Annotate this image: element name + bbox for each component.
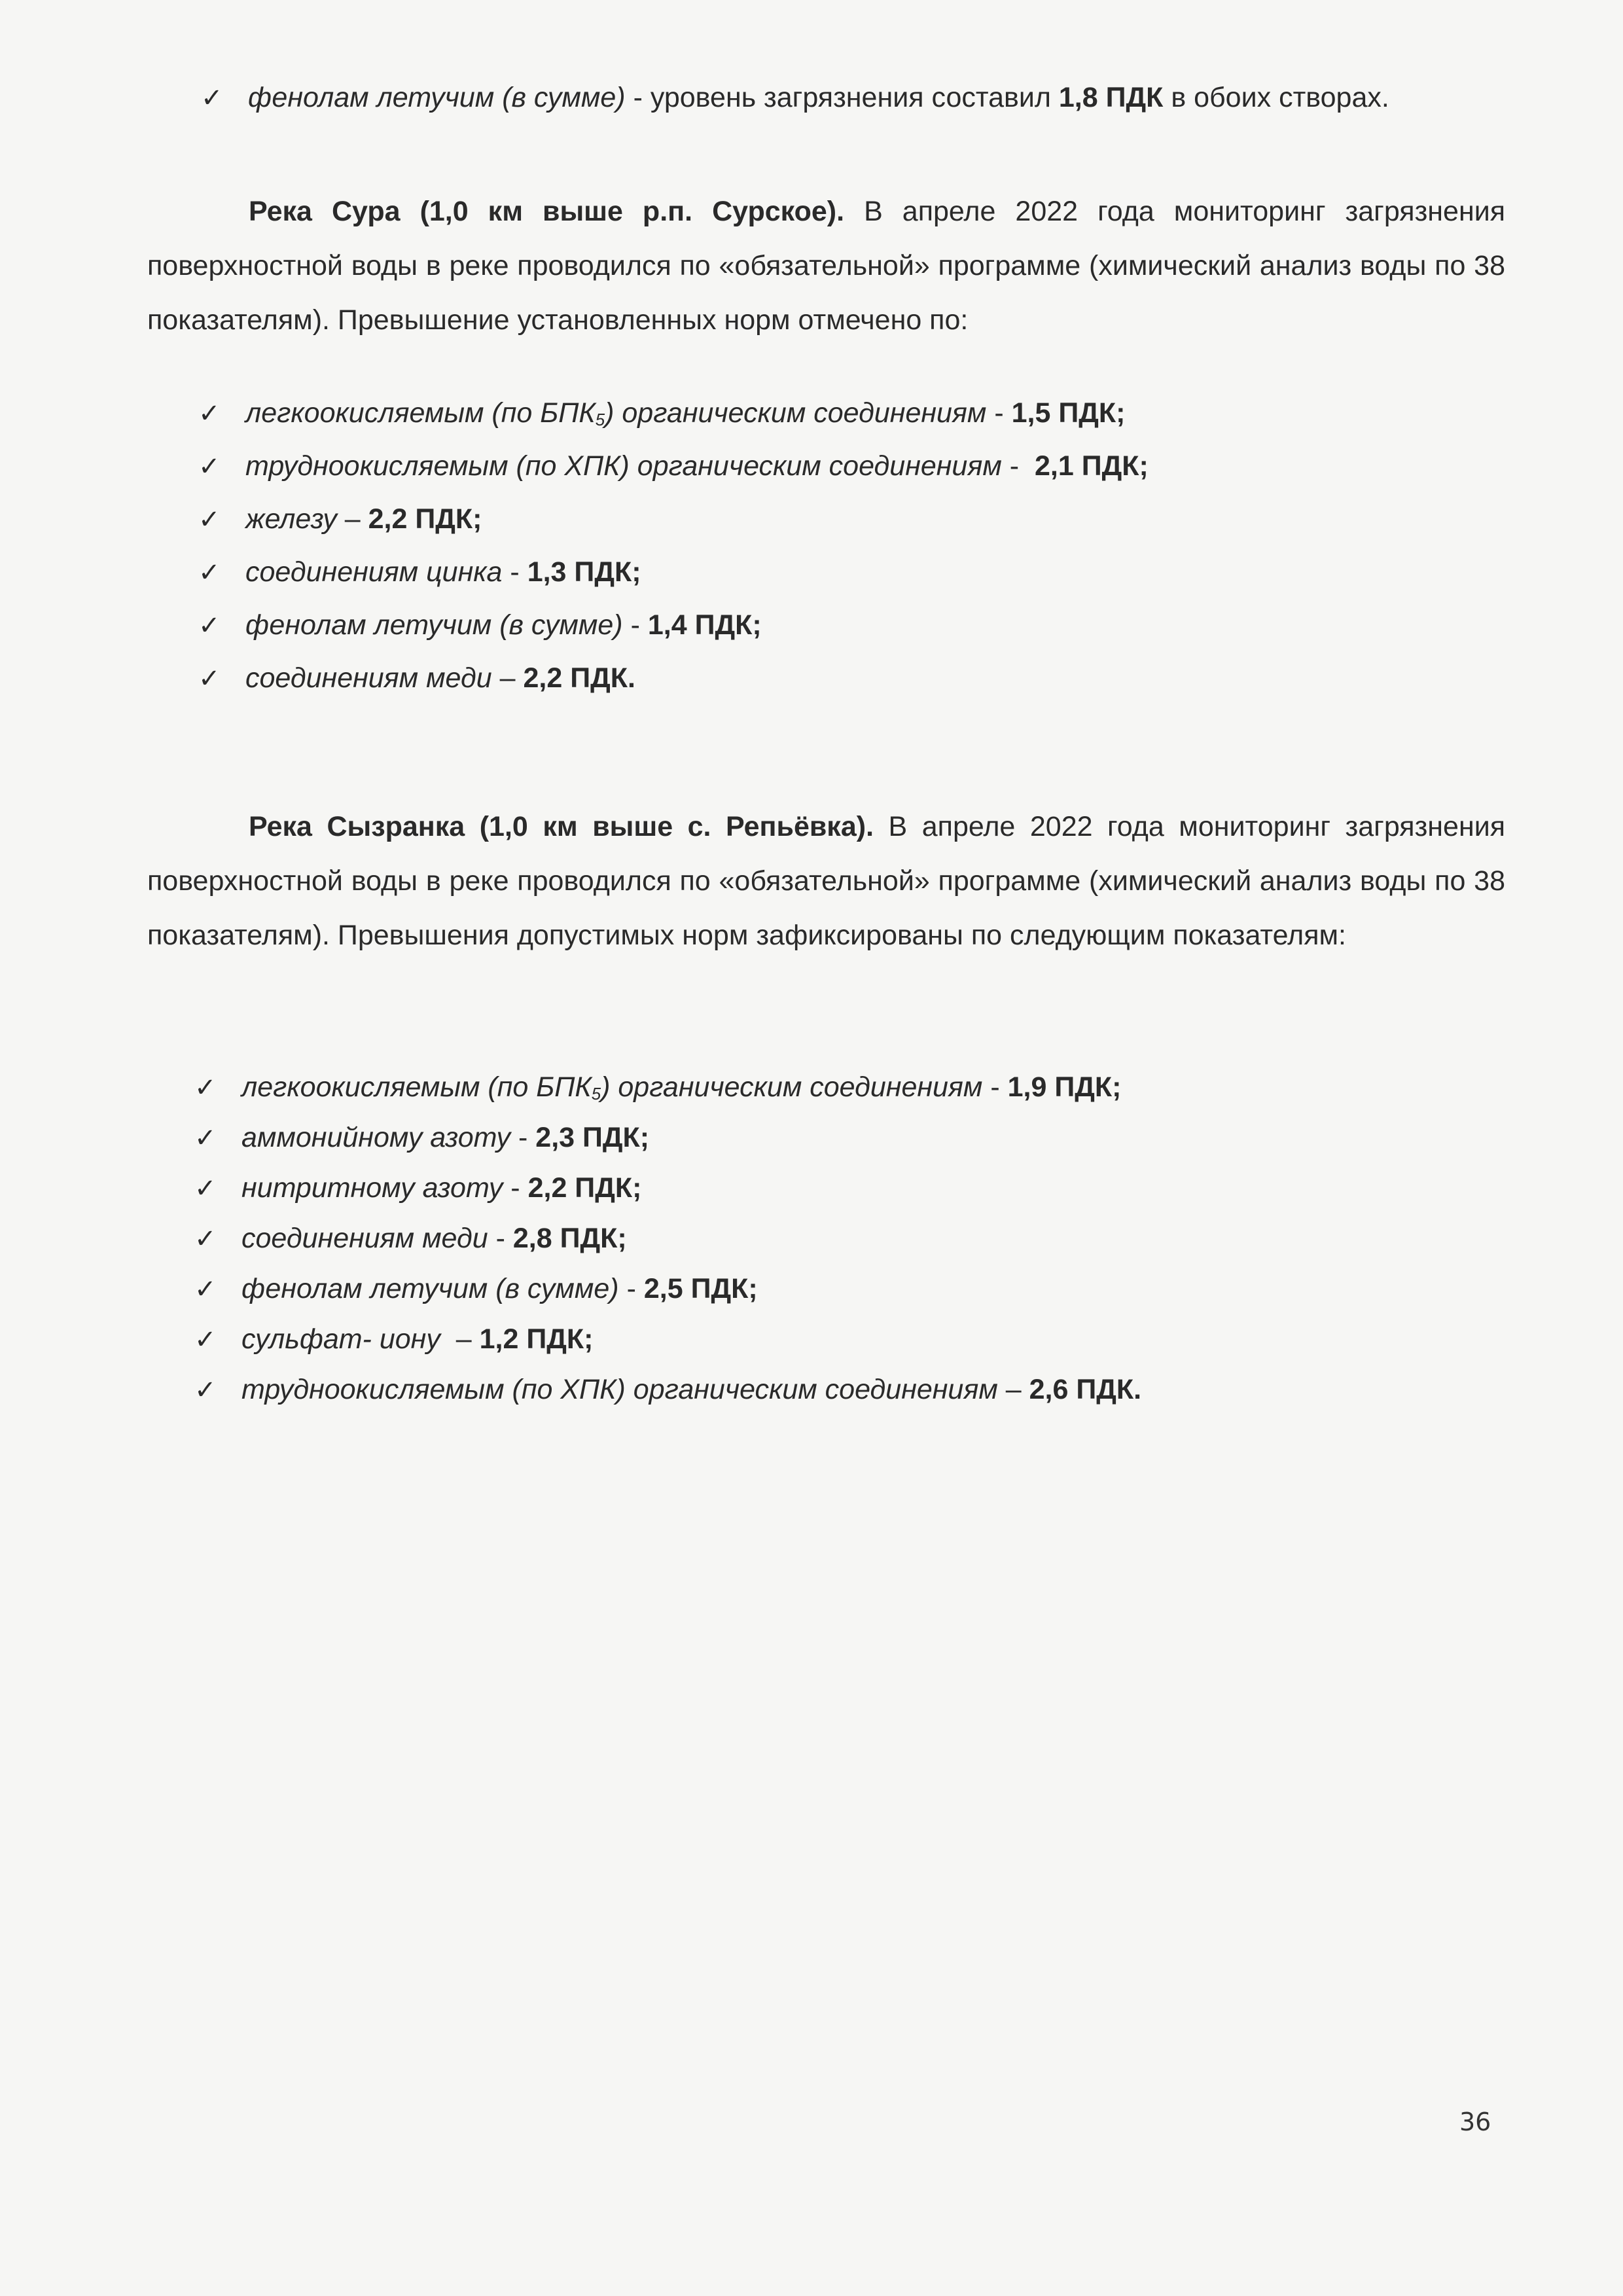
syzranka-heading: Река Сызранка (1,0 км выше с. Репьёвка). — [249, 811, 874, 842]
indicator-label: легкоокисляемым (по $БПК_5$) органическим соединениям — [245, 397, 987, 430]
bullet-tail: в обоих створах. — [1163, 82, 1389, 113]
indicator-label: фенолам летучим (в сумме) — [241, 1273, 619, 1304]
separator: - — [488, 1223, 513, 1254]
separator: - — [982, 1071, 1008, 1103]
indicator-label: трудноокисляемым (по ХПК) органическим соединениям — [245, 450, 1002, 482]
bullet-text: - уровень загрязнения составил — [625, 82, 1059, 113]
checkmark-icon: ✓ — [198, 664, 221, 693]
list-item — [198, 558, 641, 586]
separator: – — [491, 662, 524, 694]
bullet-italic-text: фенолам летучим (в сумме) — [248, 82, 626, 113]
phenol-summary-bullet — [201, 84, 1389, 112]
indicator-value: 2,8 ПДК; — [512, 1223, 627, 1254]
checkmark-icon: ✓ — [194, 1073, 217, 1102]
list-item — [198, 452, 1149, 480]
indicator-value: 2,1 ПДК; — [1034, 450, 1149, 482]
indicator-value: 2,5 ПДК; — [643, 1273, 758, 1304]
indicator-value: 2,6 ПДК. — [1029, 1374, 1142, 1405]
sura-text: В апреле 2022 года мониторинг загрязнения поверхностной воды в реке проводился по «обязательной» программе (химический анализ воды по 38 показателям). Превышение установленных норм отмечено по: — [147, 196, 1505, 336]
separator: - — [502, 556, 527, 588]
checkmark-icon: ✓ — [198, 558, 221, 587]
indicator-value: 1,4 ПДК; — [647, 609, 762, 641]
sura-paragraph — [147, 185, 1505, 348]
subscript: 5 — [595, 411, 605, 430]
indicator-label: легкоокисляемым (по $БПК_5$) органическим соединениям — [241, 1071, 983, 1104]
checkmark-icon: ✓ — [198, 611, 221, 640]
separator: - — [618, 1273, 644, 1304]
list-item — [198, 611, 762, 639]
indicator-label: соединениям меди — [245, 662, 492, 694]
checkmark-icon: ✓ — [194, 1174, 217, 1203]
bullet-value: 1,8 ПДК — [1058, 82, 1164, 113]
separator: – — [336, 503, 368, 535]
checkmark-icon: ✓ — [194, 1275, 217, 1304]
checkmark-icon: ✓ — [194, 1376, 217, 1405]
indicator-value: 1,5 ПДК; — [1011, 397, 1126, 429]
list-item — [198, 399, 1125, 429]
separator: - — [986, 397, 1012, 429]
list-item — [194, 1376, 1141, 1404]
separator: – — [997, 1374, 1029, 1405]
indicator-value: 1,3 ПДК; — [527, 556, 641, 588]
list-item — [194, 1124, 649, 1152]
checkmark-icon: ✓ — [194, 1325, 217, 1354]
indicator-label: фенолам летучим (в сумме) — [245, 609, 623, 641]
page-number: 36 — [1459, 2108, 1491, 2136]
indicator-value: 1,2 ПДК; — [479, 1323, 594, 1355]
indicator-value: 2,2 ПДК; — [527, 1172, 642, 1204]
checkmark-icon: ✓ — [194, 1124, 217, 1153]
list-item — [198, 664, 635, 692]
separator: - — [510, 1122, 536, 1153]
indicator-label: железу — [245, 503, 337, 535]
checkmark-icon: ✓ — [201, 84, 223, 113]
indicator-value: 1,9 ПДК; — [1007, 1071, 1122, 1103]
checkmark-icon: ✓ — [198, 399, 221, 428]
sura-heading: Река Сура (1,0 км выше р.п. Сурское). — [249, 196, 845, 227]
subscript: 5 — [591, 1085, 601, 1104]
list-item — [194, 1325, 593, 1354]
indicator-label: соединениям цинка — [245, 556, 503, 588]
separator: - — [622, 609, 648, 641]
indicator-value: 2,2 ПДК; — [368, 503, 482, 535]
list-item — [198, 505, 482, 533]
checkmark-icon: ✓ — [198, 452, 221, 481]
indicator-label: соединениям меди — [241, 1223, 488, 1254]
list-item — [194, 1275, 758, 1303]
indicator-label: трудноокисляемым (по ХПК) органическим соединениям — [241, 1374, 998, 1405]
checkmark-icon: ✓ — [198, 505, 221, 534]
indicator-value: 2,2 ПДК. — [523, 662, 635, 694]
indicator-value: 2,3 ПДК; — [535, 1122, 650, 1153]
list-item — [194, 1073, 1121, 1103]
syzranka-text: В апреле 2022 года мониторинг загрязнения поверхностной воды в реке проводился по «обязательной» программе (химический анализ воды по 38 показателям). Превышения допустимых норм зафиксированы по следующим показателям: — [147, 811, 1505, 951]
separator: - — [1001, 450, 1035, 482]
list-item — [194, 1225, 627, 1253]
checkmark-icon: ✓ — [194, 1225, 217, 1253]
indicator-label: сульфат- иону — [241, 1323, 440, 1355]
separator: - — [503, 1172, 528, 1204]
list-item — [194, 1174, 641, 1202]
indicator-label: аммонийному азоту — [241, 1122, 511, 1153]
syzranka-paragraph — [147, 800, 1505, 963]
indicator-label: нитритному азоту — [241, 1172, 503, 1204]
separator: – — [440, 1323, 480, 1355]
